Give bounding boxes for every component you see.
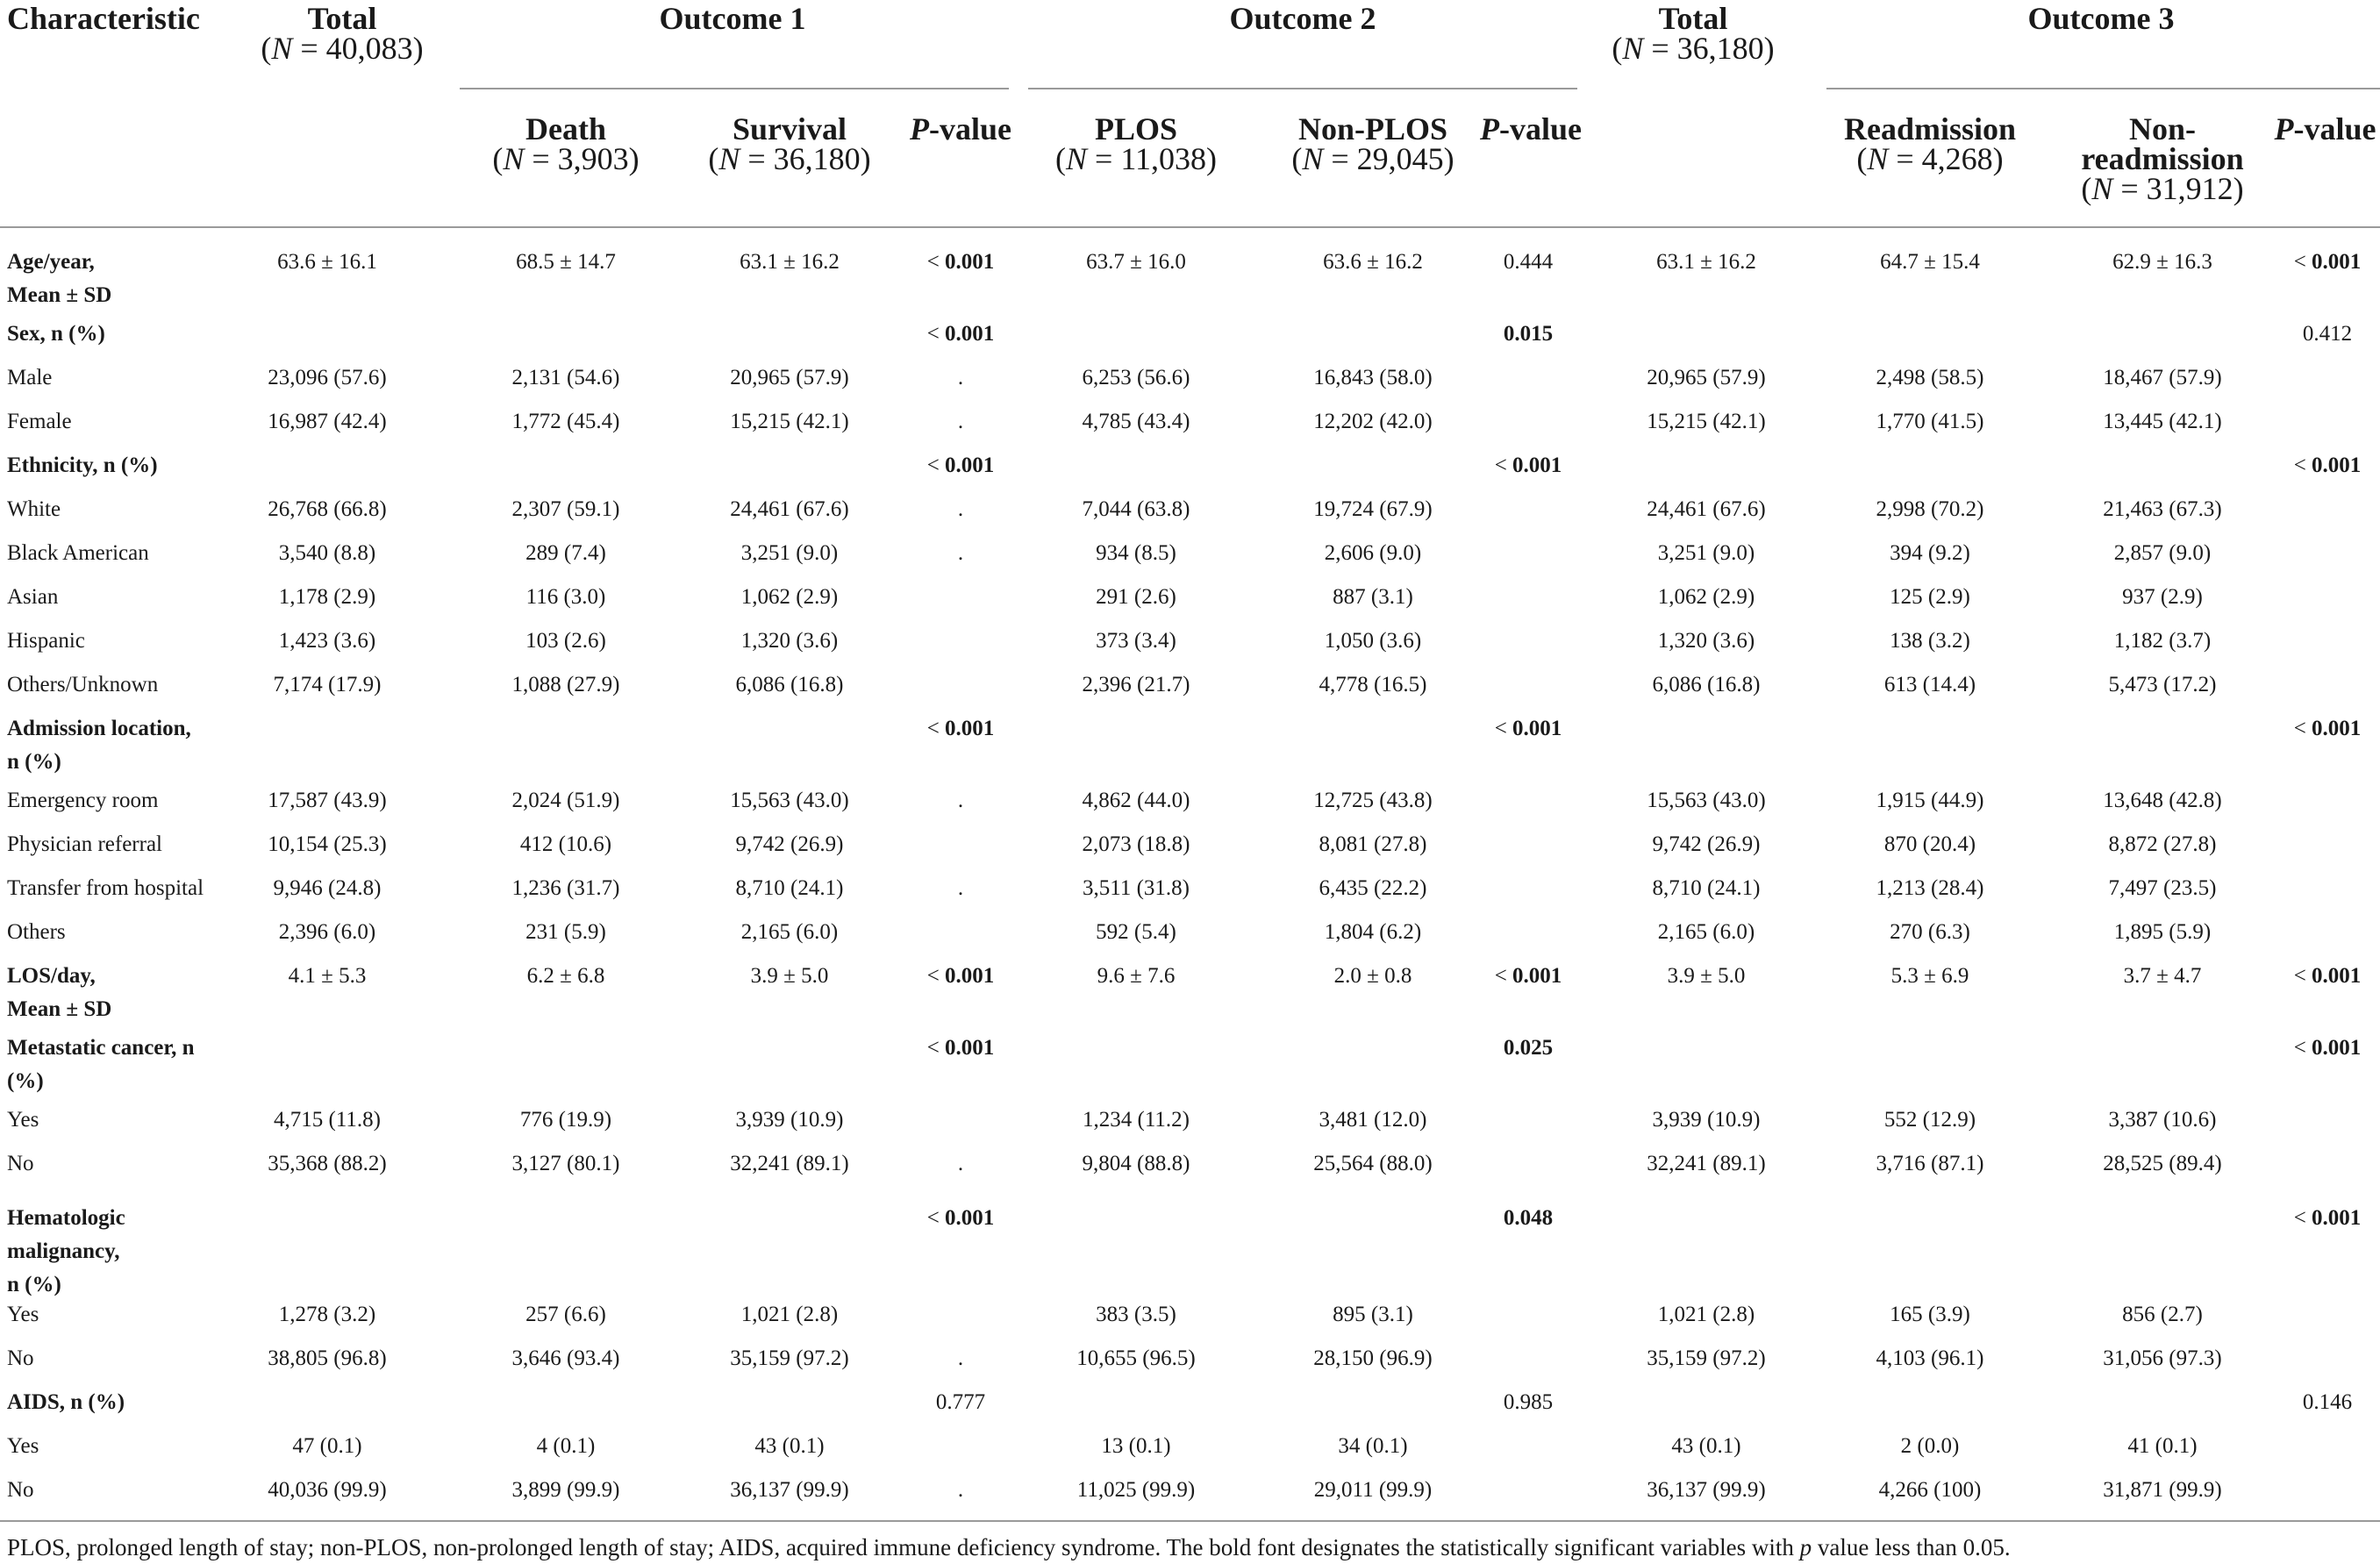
table-cell: 776 (19.9) [519, 1108, 612, 1132]
table-cell: 3,251 (9.0) [740, 541, 839, 565]
table-cell: 4,266 (100) [1878, 1478, 1982, 1502]
table-cell: 3,540 (8.8) [278, 541, 376, 565]
table-cell: 4,778 (16.5) [1319, 673, 1427, 696]
row-label-line: malignancy, [7, 1239, 120, 1263]
table-cell: 937 (2.9) [2122, 585, 2203, 609]
p-value-cell: < 0.001 [2293, 964, 2362, 988]
table-cell: 103 (2.6) [525, 629, 606, 653]
table-cell: 6.2 ± 6.8 [526, 964, 605, 988]
table-cell: 1,021 (2.8) [740, 1303, 839, 1326]
p-value-cell: 0.777 [935, 1390, 986, 1414]
table-cell: 13,445 (42.1) [2103, 410, 2222, 433]
table-cell: 63.1 ± 16.2 [1656, 250, 1756, 274]
row-label-line: n (%) [7, 750, 61, 774]
row-label-line: Mean ± SD [7, 283, 112, 307]
table-cell: 1,182 (3.7) [2113, 629, 2212, 653]
table-cell: 3,251 (9.0) [1657, 541, 1755, 565]
table-cell: 62.9 ± 16.3 [2112, 250, 2212, 274]
table-cell: 10,655 (96.5) [1076, 1346, 1196, 1370]
table-cell: 68.5 ± 14.7 [516, 250, 616, 274]
table-cell: 1,050 (3.6) [1324, 629, 1422, 653]
table-cell: 165 (3.9) [1890, 1303, 1970, 1326]
row-label-line: AIDS, n (%) [7, 1390, 125, 1414]
footnote: PLOS, prolonged length of stay; non-PLOS, non-prolonged length of stay; AIDS, acquired immune deficiency syndrome. The bold font designates the statistically significant variables with p value less than 0.05. [7, 1534, 2011, 1560]
table-cell: 2,131 (54.6) [511, 366, 620, 389]
p-value-cell: < 0.001 [926, 322, 995, 346]
row-label [7, 537, 149, 570]
table-cell: 28,150 (96.9) [1313, 1346, 1433, 1370]
table-cell: 2,998 (70.2) [1876, 497, 1984, 521]
row-label [7, 318, 105, 351]
header-bottom-rule [0, 226, 2380, 228]
row-label-line: (%) [7, 1069, 44, 1093]
table-cell: 291 (2.6) [1096, 585, 1176, 609]
table-cell: 8,710 (24.1) [735, 876, 844, 900]
p-value-cell: 0.025 [1503, 1036, 1554, 1060]
table-cell: 4,862 (44.0) [1082, 789, 1190, 812]
header-outcome-2: Outcome 2 [1229, 1, 1376, 36]
table-cell: 2,165 (6.0) [1657, 920, 1755, 944]
p-value-cell: 0.444 [1503, 250, 1554, 274]
header-nonplos: Non-PLOS (N = 29,045) [1291, 111, 1454, 176]
table-cell: 36,137 (99.9) [1647, 1478, 1766, 1502]
row-label [7, 712, 191, 779]
table-cell: 6,086 (16.8) [735, 673, 844, 696]
table-cell: 3,127 (80.1) [511, 1152, 620, 1175]
table-cell: 8,081 (27.8) [1319, 832, 1427, 856]
row-label-line: Yes [7, 1303, 39, 1326]
table-cell: 9,804 (88.8) [1082, 1152, 1190, 1175]
table-cell: 25,564 (88.0) [1313, 1152, 1433, 1175]
row-label-line: Female [7, 410, 72, 433]
table-cell: 3,939 (10.9) [735, 1108, 844, 1132]
row-label-line: Metastatic cancer, n [7, 1036, 195, 1060]
row-label-line: Others/Unknown [7, 673, 159, 696]
header-total-1: Total (N = 40,083) [261, 1, 424, 66]
row-label [7, 1474, 34, 1507]
p-value-cell: 0.412 [2302, 322, 2353, 346]
table-cell: 28,525 (89.4) [2103, 1152, 2222, 1175]
row-label-line: No [7, 1346, 34, 1370]
row-label-line: White [7, 497, 61, 521]
p-value-cell: 0.985 [1503, 1390, 1554, 1414]
table-cell: 9,742 (26.9) [1652, 832, 1761, 856]
table-cell: 1,423 (3.6) [278, 629, 376, 653]
table-cell: 3.9 ± 5.0 [750, 964, 829, 988]
row-label [7, 449, 158, 482]
p-value-cell: < 0.001 [926, 250, 995, 274]
table-cell: 16,987 (42.4) [268, 410, 387, 433]
row-label-line: n (%) [7, 1273, 61, 1296]
table-cell: 20,965 (57.9) [1647, 366, 1766, 389]
table-cell: 15,215 (42.1) [1647, 410, 1766, 433]
table-cell: 613 (14.4) [1883, 673, 1976, 696]
p-value-cell: < 0.001 [926, 1036, 995, 1060]
table-cell: 63.1 ± 16.2 [740, 250, 840, 274]
table-cell: 36,137 (99.9) [730, 1478, 849, 1502]
table-cell: 592 (5.4) [1096, 920, 1176, 944]
table-cell: 552 (12.9) [1883, 1108, 1976, 1132]
table-cell: 373 (3.4) [1096, 629, 1176, 653]
table-cell: 12,202 (42.0) [1313, 410, 1433, 433]
table-cell: 8,710 (24.1) [1652, 876, 1761, 900]
header-characteristic: Characteristic [7, 1, 200, 36]
p-value-cell: < 0.001 [1494, 453, 1562, 477]
table-cell: 18,467 (57.9) [2103, 366, 2222, 389]
row-label-line: Black American [7, 541, 149, 565]
row-label [7, 246, 111, 312]
p-value-cell: . [957, 876, 964, 900]
table-cell: 3.7 ± 4.7 [2123, 964, 2202, 988]
table-cell: 34 (0.1) [1338, 1434, 1408, 1458]
p-value-cell: . [957, 410, 964, 433]
table-cell: 383 (3.5) [1096, 1303, 1176, 1326]
row-label [7, 872, 204, 905]
p-value-cell: < 0.001 [2293, 453, 2362, 477]
row-label-line: No [7, 1152, 34, 1175]
table-cell: 21,463 (67.3) [2103, 497, 2222, 521]
table-cell: 4,785 (43.4) [1082, 410, 1190, 433]
table-cell: 1,062 (2.9) [1657, 585, 1755, 609]
table-cell: 934 (8.5) [1096, 541, 1176, 565]
table-cell: 16,843 (58.0) [1313, 366, 1433, 389]
table-cell: 1,236 (31.7) [511, 876, 620, 900]
row-label-line: Admission location, [7, 717, 191, 740]
table-cell: 2 (0.0) [1900, 1434, 1960, 1458]
table-cell: 887 (3.1) [1333, 585, 1413, 609]
row-label [7, 1430, 39, 1463]
row-label [7, 1386, 125, 1419]
row-label [7, 625, 85, 658]
outcome-3-rule [1826, 88, 2380, 89]
p-value-cell: < 0.001 [2293, 717, 2362, 740]
table-cell: 1,178 (2.9) [278, 585, 376, 609]
table-cell: 24,461 (67.6) [1647, 497, 1766, 521]
table-cell: 3,646 (93.4) [511, 1346, 620, 1370]
row-label-line: LOS/day, [7, 964, 96, 988]
header-nonreadmission: Non- readmission (N = 31,912) [2081, 111, 2244, 206]
table-cell: 10,154 (25.3) [268, 832, 387, 856]
table-cell: 19,724 (67.9) [1313, 497, 1433, 521]
table-cell: 1,021 (2.8) [1657, 1303, 1755, 1326]
p-value-cell: < 0.001 [926, 717, 995, 740]
row-label [7, 960, 111, 1026]
p-value-cell: < 0.001 [2293, 250, 2362, 274]
table-cell: 4.1 ± 5.3 [288, 964, 367, 988]
table-cell: 2,498 (58.5) [1876, 366, 1984, 389]
table-cell: 32,241 (89.1) [1647, 1152, 1766, 1175]
table-cell: 1,234 (11.2) [1083, 1108, 1190, 1132]
header-readmission: Readmission (N = 4,268) [1843, 111, 2017, 176]
header-outcome-3: Outcome 3 [2027, 1, 2175, 36]
table-cell: 24,461 (67.6) [730, 497, 849, 521]
table-cell: 856 (2.7) [2122, 1303, 2203, 1326]
table-cell: 3,481 (12.0) [1319, 1108, 1427, 1132]
table-cell: 3.9 ± 5.0 [1667, 964, 1746, 988]
header-pvalue-2: P-value [1480, 111, 1582, 146]
row-label-line: Asian [7, 585, 59, 609]
row-label [7, 361, 52, 395]
table-cell: 2,307 (59.1) [511, 497, 620, 521]
table-cell: 2,396 (21.7) [1082, 673, 1190, 696]
table-cell: 2,396 (6.0) [278, 920, 376, 944]
table-cell: 257 (6.6) [525, 1303, 606, 1326]
table-cell: 32,241 (89.1) [730, 1152, 849, 1175]
table-cell: 2,073 (18.8) [1082, 832, 1190, 856]
row-label-line: Hispanic [7, 629, 85, 653]
table-cell: 43 (0.1) [1671, 1434, 1741, 1458]
table-cell: 2,606 (9.0) [1324, 541, 1422, 565]
table-cell: 9.6 ± 7.6 [1097, 964, 1176, 988]
p-value-cell: < 0.001 [1494, 964, 1562, 988]
table-cell: 2,024 (51.9) [511, 789, 620, 812]
header-survival: Survival (N = 36,180) [708, 111, 871, 176]
p-value-cell: 0.015 [1503, 322, 1554, 346]
table-cell: 9,742 (26.9) [735, 832, 844, 856]
table-cell: 63.6 ± 16.1 [277, 250, 377, 274]
table-cell: 47 (0.1) [292, 1434, 362, 1458]
table-cell: 1,088 (27.9) [511, 673, 620, 696]
table-cell: 138 (3.2) [1890, 629, 1970, 653]
row-label-line: Physician referral [7, 832, 163, 856]
row-label-line: Male [7, 366, 53, 389]
table-cell: 2.0 ± 0.8 [1333, 964, 1412, 988]
table-cell: 35,368 (88.2) [268, 1152, 387, 1175]
table-cell: 9,946 (24.8) [273, 876, 382, 900]
p-value-cell: 0.048 [1503, 1206, 1554, 1230]
table-cell: 6,253 (56.6) [1082, 366, 1190, 389]
table-cell: 23,096 (57.6) [268, 366, 387, 389]
table-cell: 1,213 (28.4) [1876, 876, 1984, 900]
table-cell: 4 (0.1) [536, 1434, 596, 1458]
p-value-cell: < 0.001 [2293, 1036, 2362, 1060]
row-label [7, 1298, 39, 1332]
row-label [7, 916, 66, 949]
row-label-line: Yes [7, 1434, 39, 1458]
row-label-line: Others [7, 920, 66, 944]
table-cell: 64.7 ± 15.4 [1880, 250, 1980, 274]
p-value-cell: < 0.001 [1494, 717, 1562, 740]
table-cell: 895 (3.1) [1333, 1303, 1413, 1326]
table-cell: 5.3 ± 6.9 [1890, 964, 1969, 988]
table-cell: 1,772 (45.4) [511, 410, 620, 433]
table-cell: 3,939 (10.9) [1652, 1108, 1761, 1132]
row-label [7, 828, 162, 861]
table-bottom-rule [0, 1520, 2380, 1522]
row-label-line: No [7, 1478, 34, 1502]
row-label-line: Hematologic [7, 1206, 125, 1230]
table-cell: 13,648 (42.8) [2103, 789, 2222, 812]
table-cell: 2,165 (6.0) [740, 920, 839, 944]
table-cell: 40,036 (99.9) [268, 1478, 387, 1502]
header-total-2: Total (N = 36,180) [1612, 1, 1775, 66]
row-label [7, 405, 72, 439]
table-cell: 412 (10.6) [519, 832, 612, 856]
table-cell: 1,895 (5.9) [2113, 920, 2212, 944]
row-label [7, 668, 158, 702]
header-pvalue-1: P-value [910, 111, 1011, 146]
table-cell: 1,804 (6.2) [1324, 920, 1422, 944]
table-cell: 6,086 (16.8) [1652, 673, 1761, 696]
table-cell: 1,062 (2.9) [740, 585, 839, 609]
table-cell: 8,872 (27.8) [2108, 832, 2217, 856]
table-cell: 15,563 (43.0) [730, 789, 849, 812]
row-label [7, 1202, 125, 1302]
table-cell: 1,320 (3.6) [1657, 629, 1755, 653]
p-value-cell: . [957, 497, 964, 521]
row-label [7, 784, 158, 818]
header-death: Death (N = 3,903) [492, 111, 640, 176]
table-cell: 31,056 (97.3) [2103, 1346, 2222, 1370]
p-value-cell: . [957, 1346, 964, 1370]
table-cell: 2,857 (9.0) [2113, 541, 2212, 565]
row-label [7, 1103, 39, 1137]
header-plos: PLOS (N = 11,038) [1055, 111, 1217, 176]
table-cell: 7,497 (23.5) [2108, 876, 2217, 900]
outcome-1-rule [460, 88, 1009, 89]
table-cell: 231 (5.9) [525, 920, 606, 944]
row-label-line: Sex, n (%) [7, 322, 105, 346]
row-label [7, 493, 61, 526]
row-label-line: Ethnicity, n (%) [7, 453, 158, 477]
p-value-cell: < 0.001 [926, 1206, 995, 1230]
table-cell: 289 (7.4) [525, 541, 606, 565]
table-cell: 3,387 (10.6) [2108, 1108, 2217, 1132]
table-cell: 1,915 (44.9) [1876, 789, 1984, 812]
p-value-cell: . [957, 1152, 964, 1175]
p-value-cell: . [957, 366, 964, 389]
p-value-cell: < 0.001 [2293, 1206, 2362, 1230]
row-label-line: Emergency room [7, 789, 159, 812]
table-cell: 11,025 (99.9) [1076, 1478, 1196, 1502]
p-value-cell: 0.146 [2302, 1390, 2353, 1414]
row-label [7, 1032, 195, 1098]
table-cell: 12,725 (43.8) [1313, 789, 1433, 812]
table-cell: 6,435 (22.2) [1319, 876, 1427, 900]
row-label-line: Yes [7, 1108, 39, 1132]
table-cell: 41 (0.1) [2127, 1434, 2198, 1458]
table-cell: 1,320 (3.6) [740, 629, 839, 653]
table-cell: 5,473 (17.2) [2108, 673, 2217, 696]
table-cell: 15,563 (43.0) [1647, 789, 1766, 812]
table-cell: 3,899 (99.9) [511, 1478, 620, 1502]
p-value-cell: . [957, 789, 964, 812]
p-value-cell: . [957, 1478, 964, 1502]
table-cell: 31,871 (99.9) [2103, 1478, 2222, 1502]
table-cell: 870 (20.4) [1883, 832, 1976, 856]
row-label-line: Age/year, [7, 250, 95, 274]
table-cell: 17,587 (43.9) [268, 789, 387, 812]
row-label [7, 1342, 34, 1375]
table-cell: 3,511 (31.8) [1083, 876, 1190, 900]
table-cell: 43 (0.1) [754, 1434, 825, 1458]
table-cell: 125 (2.9) [1890, 585, 1970, 609]
table-cell: 26,768 (66.8) [268, 497, 387, 521]
row-label-line: Transfer from hospital [7, 876, 204, 900]
table-cell: 1,278 (3.2) [278, 1303, 376, 1326]
table-cell: 4,715 (11.8) [274, 1108, 381, 1132]
row-label [7, 581, 58, 614]
table-cell: 1,770 (41.5) [1876, 410, 1984, 433]
table-cell: 4,103 (96.1) [1876, 1346, 1984, 1370]
header-outcome-1: Outcome 1 [659, 1, 806, 36]
table-cell: 7,044 (63.8) [1082, 497, 1190, 521]
table-cell: 270 (6.3) [1890, 920, 1970, 944]
outcome-2-rule [1028, 88, 1577, 89]
table-cell: 15,215 (42.1) [730, 410, 849, 433]
header-pvalue-3: P-value [2274, 111, 2376, 146]
table-cell: 3,716 (87.1) [1876, 1152, 1984, 1175]
table-cell: 394 (9.2) [1890, 541, 1970, 565]
table-cell: 29,011 (99.9) [1313, 1478, 1433, 1502]
table-cell: 38,805 (96.8) [268, 1346, 387, 1370]
p-value-cell: . [957, 541, 964, 565]
p-value-cell: < 0.001 [926, 453, 995, 477]
table-cell: 7,174 (17.9) [273, 673, 382, 696]
table-cell: 116 (3.0) [525, 585, 606, 609]
p-value-cell: < 0.001 [926, 964, 995, 988]
table-cell: 13 (0.1) [1101, 1434, 1171, 1458]
table-cell: 63.6 ± 16.2 [1323, 250, 1423, 274]
row-label [7, 1147, 34, 1181]
table-cell: 63.7 ± 16.0 [1086, 250, 1186, 274]
table-cell: 35,159 (97.2) [1647, 1346, 1766, 1370]
table-cell: 35,159 (97.2) [730, 1346, 849, 1370]
row-label-line: Mean ± SD [7, 997, 112, 1021]
table-cell: 20,965 (57.9) [730, 366, 849, 389]
